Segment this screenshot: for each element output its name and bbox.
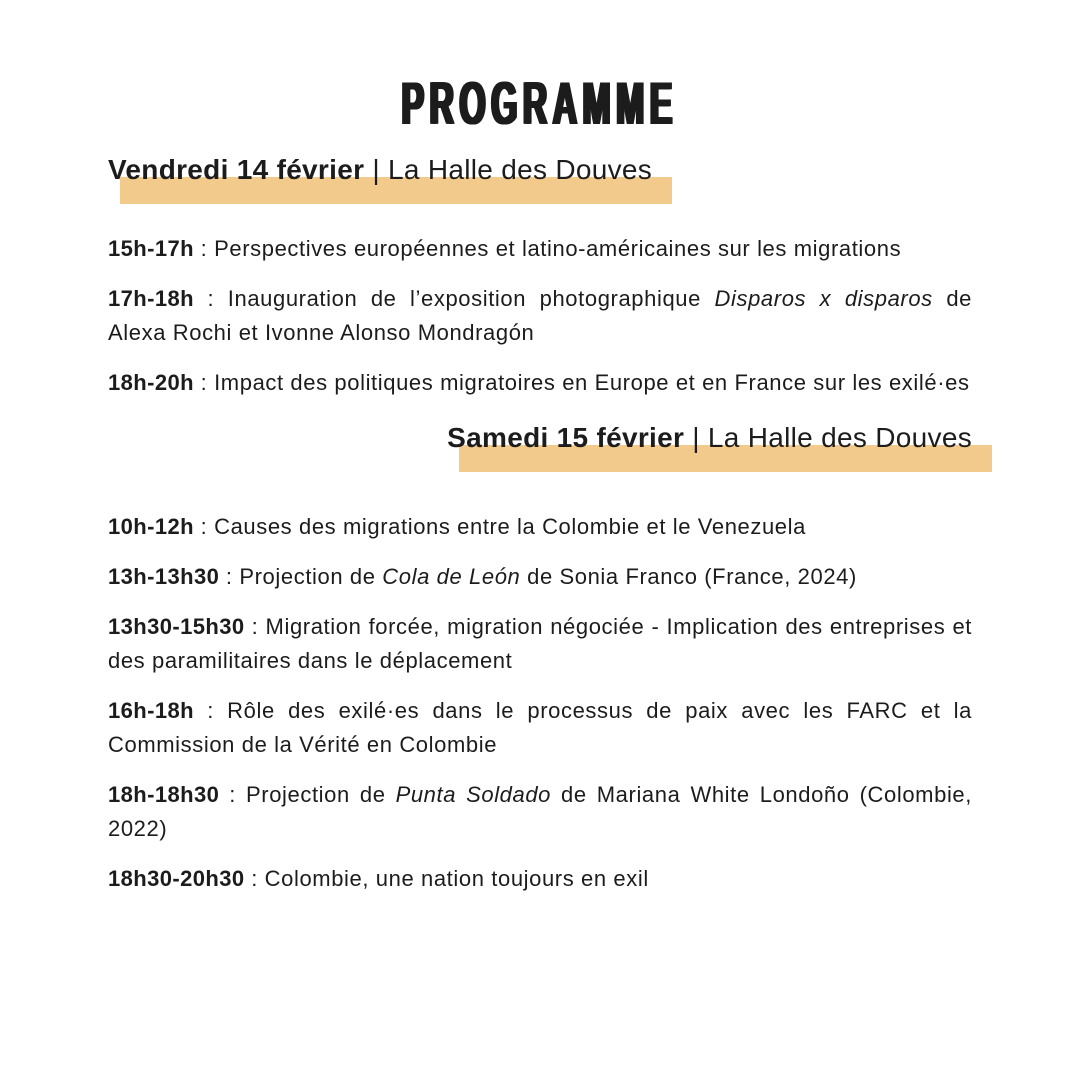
event-colon: :	[193, 286, 228, 311]
heading-text	[447, 422, 972, 453]
event-item	[108, 694, 972, 762]
section-heading-friday	[108, 150, 652, 190]
event-item	[108, 282, 972, 350]
event-colon: :	[193, 370, 215, 395]
event-film-title: Disparos x disparos	[714, 286, 933, 311]
section-heading-row-friday	[108, 150, 972, 190]
event-colon: :	[219, 782, 246, 807]
event-description: Projection de	[239, 564, 383, 589]
event-colon: :	[219, 564, 240, 589]
section-heading-row-saturday	[108, 418, 972, 458]
event-item	[108, 510, 972, 544]
venue-label: La Halle des Douves	[707, 422, 972, 453]
event-description: de Alexa Rochi et Ivonne Alonso Mondragón	[108, 286, 972, 345]
event-film-title: Cola de León	[382, 564, 521, 589]
event-description: Causes des migrations entre la Colombie et le Venezuela	[214, 514, 806, 539]
event-time: 16h-18h	[108, 698, 194, 723]
event-list-friday	[108, 232, 972, 400]
event-colon: :	[244, 614, 266, 639]
event-description: Projection de	[246, 782, 396, 807]
event-description: Rôle des exilé·es dans le processus de paix avec les FARC et la Commission de la Vérité en Colombie	[108, 698, 972, 757]
day-label: Samedi 15 février	[447, 422, 685, 453]
event-item	[108, 232, 972, 266]
event-item	[108, 610, 972, 678]
event-time: 18h30-20h30	[108, 866, 245, 891]
section-heading-saturday	[447, 418, 972, 458]
event-item	[108, 560, 972, 594]
event-description: Inauguration de l’exposition photographique	[227, 286, 715, 311]
event-description: de Mariana White Londoño (Colombie, 2022)	[108, 782, 972, 841]
event-item	[108, 366, 972, 400]
event-description: Migration forcée, migration négociée - Implication des entreprises et des paramilitaires dans le déplacement	[108, 614, 973, 673]
event-colon: :	[193, 514, 215, 539]
event-time: 18h-20h	[108, 370, 194, 395]
page-title: PROGRAMME	[401, 70, 679, 137]
day-venue-separator: |	[364, 154, 389, 185]
event-time: 15h-17h	[108, 236, 194, 261]
event-time: 10h-12h	[108, 514, 194, 539]
event-description: Impact des politiques migratoires en Europe et en France sur les exilé·es	[214, 370, 970, 395]
event-film-title: Punta Soldado	[395, 782, 552, 807]
event-item	[108, 862, 972, 896]
event-time: 13h30-15h30	[108, 614, 245, 639]
day-label: Vendredi 14 février	[108, 154, 365, 185]
heading-text	[108, 154, 652, 185]
event-item	[108, 778, 972, 846]
event-colon: :	[193, 236, 215, 261]
event-time: 18h-18h30	[108, 782, 220, 807]
event-time: 17h-18h	[108, 286, 194, 311]
event-list-saturday	[108, 510, 972, 896]
event-description: Perspectives européennes et latino-américaines sur les migrations	[214, 236, 902, 261]
event-colon: :	[244, 866, 265, 891]
event-time: 13h-13h30	[108, 564, 220, 589]
event-colon: :	[193, 698, 228, 723]
event-description: de Sonia Franco (France, 2024)	[520, 564, 857, 589]
day-venue-separator: |	[684, 422, 708, 453]
venue-label: La Halle des Douves	[388, 154, 653, 185]
event-description: Colombie, une nation toujours en exil	[264, 866, 649, 891]
title-row	[108, 0, 972, 137]
